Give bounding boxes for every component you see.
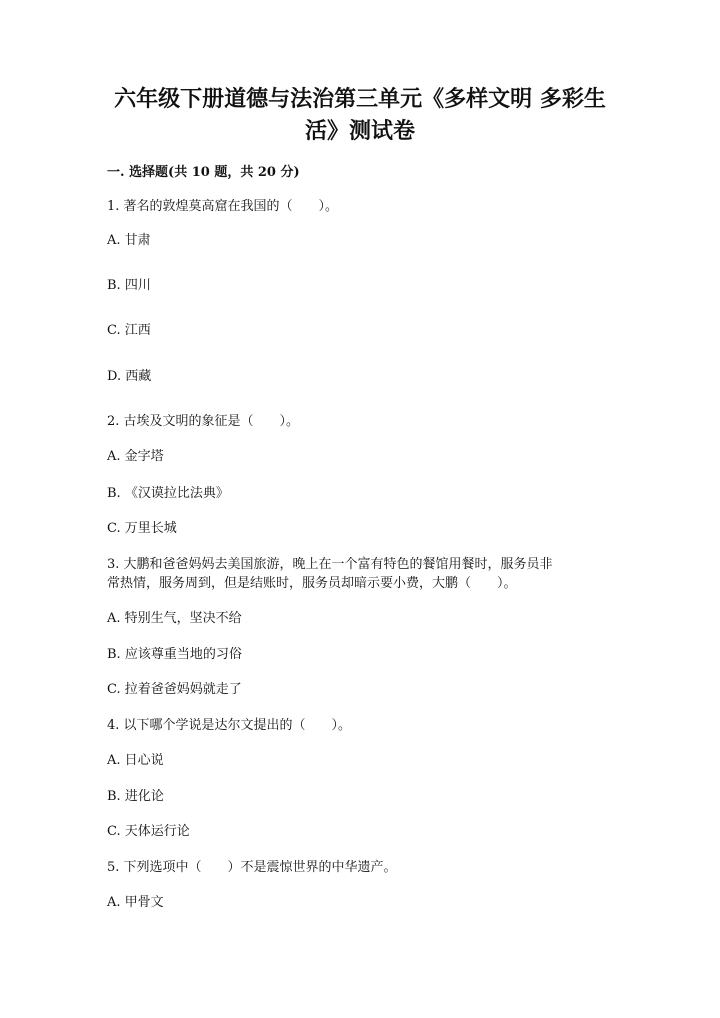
question-2-stem: 2. 古埃及文明的象征是（ ）。 <box>107 414 300 429</box>
question-2-option-a: A. 金字塔 <box>107 449 164 464</box>
question-1-option-a: A. 甘肃 <box>107 233 151 248</box>
question-4-option-c: C. 天体运行论 <box>107 824 190 839</box>
question-4-stem: 4. 以下哪个学说是达尔文提出的（ ）。 <box>107 718 352 733</box>
question-3-option-c: C. 拉着爸爸妈妈就走了 <box>107 682 242 697</box>
title-line-1: 六年级下册道德与法治第三单元《多样文明 多彩生 <box>114 86 606 112</box>
question-2-option-c: C. 万里长城 <box>107 521 177 536</box>
question-5-stem: 5. 下列选项中（ ）不是震惊世界的中华遗产。 <box>107 860 397 875</box>
question-1-option-c: C. 江西 <box>107 323 151 338</box>
document-title <box>100 83 620 147</box>
question-4-option-a: A. 日心说 <box>107 753 164 768</box>
question-4-option-b: B. 进化论 <box>107 789 164 804</box>
question-3-option-b: B. 应该尊重当地的习俗 <box>107 647 242 662</box>
question-3-option-a: A. 特别生气，坚决不给 <box>107 611 242 626</box>
question-2-option-b: B. 《汉谟拉比法典》 <box>107 486 229 501</box>
section-heading: 一. 选择题(共 10 题，共 20 分) <box>107 165 300 180</box>
question-1-option-d: D. 西藏 <box>107 369 152 384</box>
question-5-option-a: A. 甲骨文 <box>107 895 164 910</box>
question-3-stem-line-1: 3. 大鹏和爸爸妈妈去美国旅游，晚上在一个富有特色的餐馆用餐时，服务员非 <box>107 557 553 572</box>
question-3-stem-line-2: 常热情，服务周到，但是结账时，服务员却暗示要小费，大鹏（ ）。 <box>107 576 517 591</box>
question-1-option-b: B. 四川 <box>107 278 151 293</box>
title-line-2: 活》测试卷 <box>304 118 415 144</box>
question-1-stem: 1. 著名的敦煌莫高窟在我国的（ ）。 <box>107 199 339 214</box>
